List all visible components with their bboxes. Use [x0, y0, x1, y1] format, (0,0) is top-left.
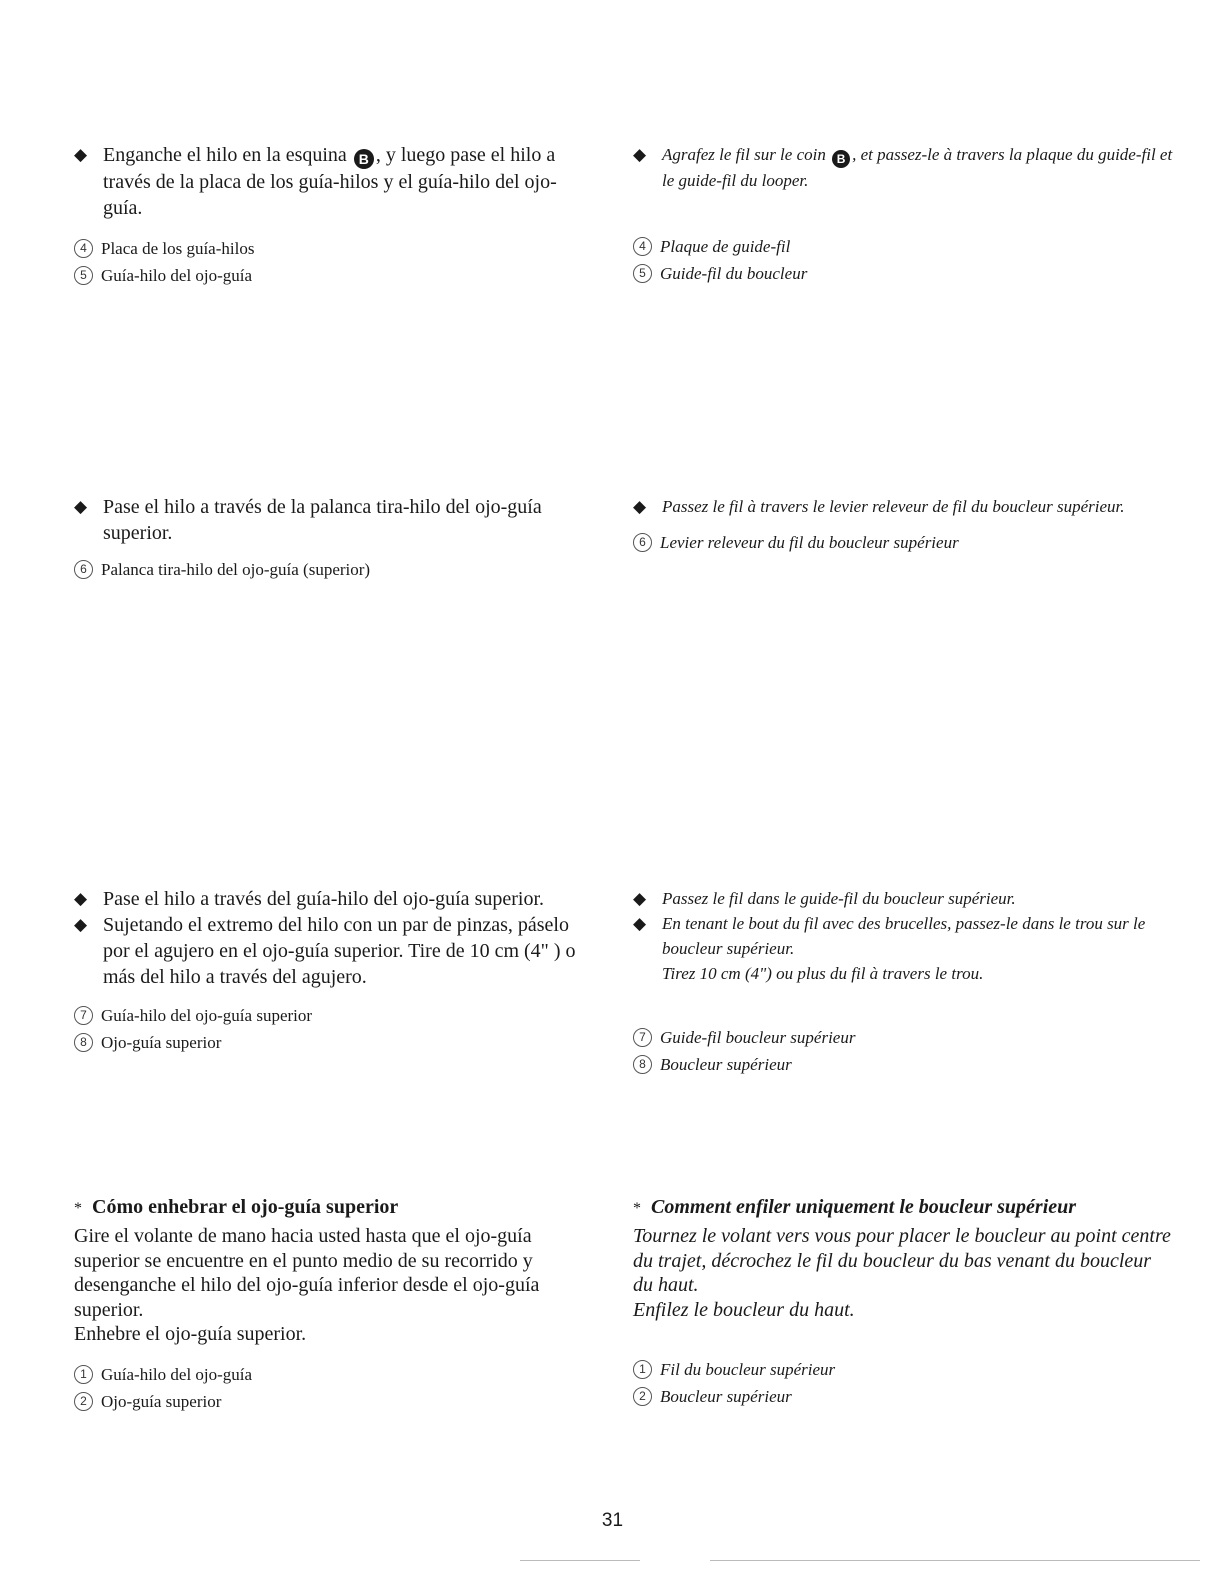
- caption: 5 Guía-hilo del ojo-guía: [74, 262, 594, 289]
- circled-number-icon: 6: [633, 533, 652, 552]
- circled-number-icon: 2: [74, 1392, 93, 1411]
- bullet-item: ◆ Pase el hilo a través del guía-hilo del ojo-guía superior.: [74, 888, 544, 910]
- section-2-es: [74, 494, 594, 583]
- caption: 1 Fil du boucleur supérieur: [633, 1356, 1173, 1383]
- bullet-item: ◆ Agrafez le fil sur le coin B , et passez-le à travers la plaque du guide-fil et le guide-fil du looper.: [633, 145, 1173, 190]
- diamond-bullet-icon: ◆: [74, 145, 88, 164]
- bullet-item: ◆ En tenant le bout du fil avec des brucelles, passez-le dans le trou sur le boucleur supérieur. Tirez 10 cm (4") ou plus du fil à travers le trou.: [633, 914, 1146, 983]
- caption: 8 Ojo-guía superior: [74, 1029, 594, 1056]
- circled-number-icon: 4: [74, 239, 93, 258]
- circled-number-icon: 5: [633, 264, 652, 283]
- section-3-es: [74, 886, 594, 1056]
- circled-number-icon: 5: [74, 266, 93, 285]
- section-heading: * Cómo enhebrar el ojo-guía superior: [74, 1196, 399, 1218]
- paragraph: Enhebre el ojo-guía superior.: [74, 1323, 307, 1345]
- bullet-item: ◆ Enganche el hilo en la esquina B , y luego pase el hilo a través de la placa de los guía-hilos y el guía-hilo del ojo-guía.: [74, 144, 557, 219]
- asterisk-icon: *: [633, 1200, 641, 1217]
- page-number: 31: [601, 1510, 624, 1531]
- circled-number-icon: 7: [74, 1006, 93, 1025]
- section-4-fr: [633, 1194, 1173, 1410]
- section-heading: * Comment enfiler uniquement le boucleur supérieur: [633, 1196, 1077, 1218]
- diamond-bullet-icon: ◆: [74, 915, 88, 934]
- circled-number-icon: 1: [633, 1360, 652, 1379]
- section-1-fr: [633, 142, 1173, 287]
- section-3-fr: [633, 886, 1173, 1078]
- circled-number-icon: 1: [74, 1365, 93, 1384]
- caption: 4 Plaque de guide-fil: [633, 233, 1173, 260]
- bullet-item: ◆ Passez le fil à travers le levier releveur de fil du boucleur supérieur.: [633, 497, 1125, 516]
- paragraph: Tournez le volant vers vous pour placer le boucleur au point centre du trajet, décrochez le fil du boucleur du bas venant du boucleur du haut.: [633, 1225, 1171, 1296]
- paragraph: Enfilez le boucleur du haut.: [633, 1298, 855, 1321]
- circled-b-icon: B: [354, 149, 374, 169]
- caption: 5 Guide-fil du boucleur: [633, 260, 1173, 287]
- diamond-bullet-icon: ◆: [74, 497, 88, 516]
- divider: [710, 1560, 1200, 1561]
- section-2-fr: [633, 494, 1173, 556]
- caption: 2 Ojo-guía superior: [74, 1388, 594, 1415]
- circled-number-icon: 4: [633, 237, 652, 256]
- section-4-es: [74, 1194, 594, 1415]
- circled-b-icon: B: [832, 150, 850, 168]
- diamond-bullet-icon: ◆: [633, 145, 647, 164]
- caption: 4 Placa de los guía-hilos: [74, 235, 594, 262]
- caption: 1 Guía-hilo del ojo-guía: [74, 1361, 594, 1388]
- caption: 8 Boucleur supérieur: [633, 1051, 1173, 1078]
- divider: [520, 1560, 640, 1561]
- circled-number-icon: 8: [74, 1033, 93, 1052]
- circled-number-icon: 6: [74, 560, 93, 579]
- paragraph: Gire el volante de mano hacia usted hasta que el ojo-guía superior se encuentre en el punto medio de su recorrido y desenganche el hilo del ojo-guía inferior desde el ojo-guía superior.: [74, 1225, 540, 1321]
- diamond-bullet-icon: ◆: [74, 889, 88, 908]
- diamond-bullet-icon: ◆: [633, 497, 647, 516]
- bullet-item: ◆ Passez le fil dans le guide-fil du boucleur supérieur.: [633, 889, 1016, 908]
- bullet-item: ◆ Pase el hilo a través de la palanca tira-hilo del ojo-guía superior.: [74, 496, 542, 544]
- bullet-item: ◆ Sujetando el extremo del hilo con un par de pinzas, páselo por el agujero en el ojo-guía superior. Tire de 10 cm (4" ) o más del hilo a través del agujero.: [74, 914, 576, 988]
- diamond-bullet-icon: ◆: [633, 914, 647, 933]
- circled-number-icon: 8: [633, 1055, 652, 1074]
- caption: 2 Boucleur supérieur: [633, 1383, 1173, 1410]
- caption: 6 Levier releveur du fil du boucleur supérieur: [633, 529, 1173, 556]
- diamond-bullet-icon: ◆: [633, 889, 647, 908]
- asterisk-icon: *: [74, 1200, 82, 1217]
- section-1-es: [74, 142, 594, 289]
- circled-number-icon: 2: [633, 1387, 652, 1406]
- caption: 6 Palanca tira-hilo del ojo-guía (superior): [74, 556, 594, 583]
- circled-number-icon: 7: [633, 1028, 652, 1047]
- caption: 7 Guía-hilo del ojo-guía superior: [74, 1002, 594, 1029]
- caption: 7 Guide-fil boucleur supérieur: [633, 1024, 1173, 1051]
